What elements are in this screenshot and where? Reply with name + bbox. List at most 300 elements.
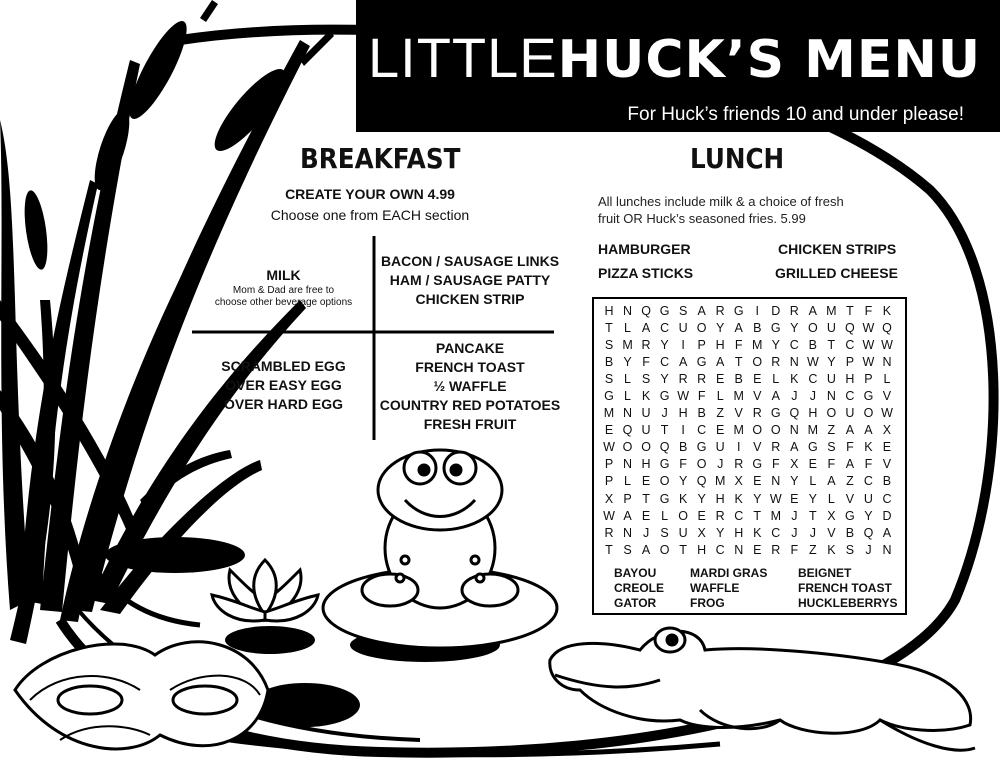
word-search-letter: I: [681, 338, 685, 353]
lunch-note-line: fruit OR Huck’s seasoned fries. 5.99: [598, 211, 806, 226]
word-search-letter: E: [641, 508, 651, 523]
frog-on-lily-pad-icon: [323, 450, 557, 648]
word-search-row: [600, 405, 896, 422]
side-options: [375, 339, 565, 434]
word-search-letter: O: [659, 474, 670, 489]
word-search-letter: R: [734, 457, 744, 472]
word-search-letter: G: [845, 508, 855, 523]
word-search-letter: A: [641, 321, 651, 336]
word-search-letter: F: [679, 457, 687, 472]
word-search-letter: P: [623, 491, 632, 506]
word-search-letter: Y: [660, 338, 669, 353]
word-search-letter: U: [678, 321, 688, 336]
word-search-letter: Y: [864, 508, 873, 523]
word-search-letter: N: [623, 406, 633, 421]
word-search-letter: V: [734, 406, 743, 421]
word-search-row: [600, 508, 896, 525]
word-search-row: [600, 491, 896, 508]
word-search-letter: F: [642, 355, 650, 370]
word-search-letter: T: [679, 542, 687, 557]
word-search-letter: S: [641, 372, 651, 387]
word-search-letter: Q: [789, 406, 800, 421]
word-search-letter: E: [753, 474, 762, 489]
word-search-letter: P: [604, 474, 614, 489]
word-search-letter: P: [604, 457, 614, 472]
menu-item: OVER EASY EGG: [225, 377, 342, 393]
word-search-letter: A: [845, 423, 855, 438]
word-search-letter: T: [753, 508, 762, 523]
word-search-letter: R: [697, 372, 707, 387]
word-search-letter: Z: [827, 423, 836, 438]
word-search-letter: Q: [845, 321, 855, 336]
word-search-letter: P: [697, 338, 706, 353]
word-search-letter: H: [845, 372, 855, 387]
word-search-letter: S: [623, 542, 632, 557]
word-search-letter: G: [733, 304, 744, 318]
menu-item: OVER HARD EGG: [223, 396, 343, 412]
word-search-letter: X: [734, 474, 743, 489]
search-word: GATOR: [614, 596, 657, 610]
word-list-col-1: [614, 566, 664, 611]
menu-item: HAM / SAUSAGE PATTY: [389, 272, 551, 288]
word-search-letter: N: [623, 457, 633, 472]
create-your-own-price: CREATE YOUR OWN 4.99: [285, 186, 455, 202]
word-search-letter: W: [862, 321, 875, 336]
word-search-letter: N: [771, 474, 781, 489]
word-search-letter: R: [604, 525, 614, 540]
word-search-letter: K: [641, 389, 651, 404]
word-search-letter: U: [641, 406, 651, 421]
lily-pad-dark: [225, 626, 315, 654]
word-search-letter: I: [755, 304, 759, 318]
word-search-letter: Z: [716, 406, 724, 421]
word-search-row: [600, 473, 896, 490]
word-search-letter: R: [715, 508, 725, 523]
word-search-letter: X: [697, 525, 706, 540]
word-search-letter: G: [770, 406, 781, 421]
word-search-letter: C: [715, 542, 725, 557]
word-search-letter: Z: [809, 542, 817, 557]
word-search-letter: T: [660, 423, 669, 438]
word-search-letter: Z: [846, 474, 854, 489]
word-search-letter: S: [660, 525, 669, 540]
word-search-letter: A: [864, 423, 873, 438]
menu-item: PANCAKE: [435, 340, 505, 356]
lunch-item-chicken-strips: CHICKEN STRIPS: [778, 241, 897, 257]
word-search-letter: A: [678, 355, 688, 370]
word-search-letter: A: [771, 389, 780, 404]
word-search-letter: S: [827, 440, 836, 455]
word-search-letter: P: [864, 372, 873, 387]
word-search-letter: J: [717, 457, 724, 472]
word-search-letter: O: [678, 508, 688, 523]
menu-item: FRESH FRUIT: [423, 416, 517, 432]
search-word: FROG: [690, 596, 725, 610]
word-search-letter: U: [641, 423, 651, 438]
word-search-letter: C: [734, 508, 744, 523]
word-search-letter: H: [697, 542, 707, 557]
word-search-letter: N: [789, 355, 799, 370]
word-search-letter: M: [733, 389, 744, 404]
word-search-letter: S: [604, 372, 614, 387]
word-search-letter: V: [845, 491, 855, 506]
menu-item: SCRAMBLED EGG: [221, 358, 346, 374]
search-word: FRENCH TOAST: [798, 581, 892, 595]
word-search-letter: E: [753, 372, 762, 387]
word-search-letter: Y: [660, 372, 669, 387]
word-search-letter: X: [604, 491, 614, 506]
word-search-letter: Q: [863, 525, 874, 540]
title-hucks-menu: HUCK’S MENU: [557, 30, 982, 90]
word-search-letter: F: [864, 304, 873, 318]
word-search-letter: A: [697, 304, 706, 318]
word-search-letter: C: [808, 372, 818, 387]
word-search-letter: F: [864, 457, 873, 472]
word-search-letter: R: [789, 304, 799, 318]
word-search-row: [600, 422, 896, 439]
menu-item: CHICKEN STRIP: [415, 291, 525, 307]
word-search-letter: R: [715, 304, 725, 318]
word-search-letter: L: [624, 372, 631, 387]
word-search-letter: U: [845, 406, 855, 421]
word-search-letter: C: [697, 423, 707, 438]
menu-item: COUNTRY RED POTATOES: [379, 397, 561, 413]
lunch-note-line: All lunches include milk & a choice of fresh: [598, 194, 844, 209]
word-search-letter: K: [864, 440, 873, 455]
water-lily-icon: [212, 560, 318, 621]
word-search-grid: [600, 303, 896, 559]
word-search-letter: G: [770, 321, 781, 336]
word-search-letter: U: [715, 440, 725, 455]
word-search-letter: H: [678, 406, 688, 421]
word-search-letter: U: [863, 491, 873, 506]
lunch-item-hamburger: HAMBURGER: [598, 241, 691, 257]
menu-item: FRENCH TOAST: [415, 359, 525, 375]
word-search-letter: N: [623, 525, 633, 540]
cattail-reeds-icon: [0, 0, 334, 644]
word-search-letter: W: [603, 440, 615, 455]
word-search-letter: T: [846, 304, 854, 318]
milk-note: [196, 285, 371, 309]
word-search-row: [600, 456, 896, 473]
word-search-letter: R: [771, 355, 781, 370]
word-search-letter: S: [604, 338, 614, 353]
word-search-letter: Q: [622, 423, 633, 438]
word-search-letter: O: [807, 321, 818, 336]
search-word: MARDI GRAS: [690, 566, 768, 580]
word-search-letter: N: [826, 389, 836, 404]
word-search-letter: J: [661, 406, 668, 421]
menu-title: [368, 28, 981, 90]
word-search-letter: H: [641, 457, 651, 472]
word-search-letter: T: [827, 338, 836, 353]
word-search-letter: V: [827, 525, 836, 540]
menu-item: ½ WAFFLE: [433, 378, 507, 394]
word-list-col-2: [690, 566, 767, 611]
word-search-letter: T: [642, 491, 650, 506]
word-search-letter: A: [734, 321, 743, 336]
word-search-letter: R: [771, 440, 781, 455]
word-search-row: [600, 525, 896, 542]
title-little: LITTLE: [368, 26, 558, 89]
word-search-letter: K: [753, 525, 762, 540]
word-search-letter: I: [681, 423, 685, 438]
egg-options: [196, 357, 371, 414]
word-search-letter: F: [827, 457, 836, 472]
word-search-letter: U: [826, 321, 836, 336]
word-search-letter: M: [622, 338, 633, 353]
word-search-letter: A: [641, 542, 651, 557]
word-search-letter: S: [845, 542, 855, 557]
word-search-letter: J: [809, 525, 816, 540]
word-search-letter: Y: [716, 525, 725, 540]
word-search-row: [600, 303, 896, 320]
word-search-letter: E: [882, 440, 892, 455]
word-search-letter: G: [659, 389, 670, 404]
word-search-letter: F: [697, 389, 706, 404]
word-search-letter: R: [752, 406, 762, 421]
word-search-letter: B: [734, 372, 743, 387]
mardi-gras-mask-icon: [15, 642, 268, 749]
word-search-letter: A: [845, 457, 855, 472]
word-search-letter: N: [734, 542, 744, 557]
word-search-letter: B: [882, 474, 892, 489]
word-search-letter: X: [827, 508, 836, 523]
word-search-letter: O: [826, 406, 837, 421]
word-search-letter: J: [791, 389, 798, 404]
word-search-letter: N: [882, 355, 892, 370]
word-search-letter: C: [660, 321, 670, 336]
word-search-letter: O: [696, 321, 707, 336]
word-search-letter: C: [660, 355, 670, 370]
word-list-col-3: [798, 566, 898, 611]
lunch-item-pizza-sticks: PIZZA STICKS: [598, 265, 694, 281]
word-search-letter: R: [678, 372, 688, 387]
word-search-letter: B: [808, 338, 818, 353]
word-search-letter: L: [716, 389, 724, 404]
word-search-letter: F: [771, 457, 780, 472]
word-search-letter: M: [714, 474, 726, 489]
word-search-row: [600, 439, 896, 456]
lunch-note: [598, 193, 844, 227]
word-search-letter: V: [753, 440, 762, 455]
word-search-letter: T: [605, 321, 613, 336]
word-search-letter: E: [641, 474, 651, 489]
word-search-row: [600, 388, 896, 405]
word-search-letter: Y: [790, 474, 799, 489]
word-search-letter: V: [882, 457, 892, 472]
search-word: BAYOU: [614, 566, 657, 580]
word-search-letter: N: [623, 304, 633, 318]
menu-item: BACON / SAUSAGE LINKS: [380, 253, 560, 269]
word-search-letter: D: [882, 508, 892, 523]
word-search-letter: F: [734, 338, 743, 353]
word-search-letter: K: [827, 542, 836, 557]
word-search-letter: Q: [696, 474, 707, 489]
word-search-letter: P: [845, 355, 855, 370]
word-search-letter: Y: [623, 355, 632, 370]
word-search-letter: L: [772, 372, 780, 387]
word-search-letter: G: [863, 389, 874, 404]
word-search-letter: G: [696, 355, 707, 370]
word-search-letter: C: [845, 389, 855, 404]
word-search-letter: M: [807, 423, 819, 438]
milk-note-line: Mom & Dad are free to: [232, 285, 335, 296]
word-search-letter: J: [642, 525, 650, 540]
word-search-letter: J: [791, 525, 798, 540]
word-search-letter: C: [789, 338, 799, 353]
search-word: WAFFLE: [690, 581, 740, 595]
milk-note-line: choose other beverage options: [214, 297, 353, 308]
word-search-letter: L: [624, 474, 631, 489]
word-search-letter: W: [603, 508, 615, 523]
word-search-letter: G: [659, 304, 670, 318]
word-search-letter: E: [697, 508, 706, 523]
word-search-letter: U: [678, 525, 688, 540]
meat-options: [375, 252, 565, 309]
create-your-own: [255, 186, 485, 202]
word-search-letter: C: [863, 474, 873, 489]
word-search-letter: S: [678, 304, 688, 318]
word-search-letter: O: [752, 423, 763, 438]
word-search-letter: Y: [808, 491, 818, 506]
word-search-row: [600, 320, 896, 337]
word-search-letter: X: [790, 457, 799, 472]
word-search-letter: E: [604, 423, 614, 438]
word-search-letter: T: [605, 542, 613, 557]
word-search-letter: E: [716, 423, 725, 438]
word-search-letter: U: [826, 372, 836, 387]
word-search-letter: L: [883, 372, 891, 387]
word-search-letter: A: [808, 304, 818, 318]
word-search-letter: G: [659, 457, 670, 472]
word-search-letter: W: [769, 491, 782, 506]
word-search-letter: J: [865, 542, 872, 557]
word-search-letter: G: [807, 440, 818, 455]
word-search-letter: F: [846, 440, 854, 455]
word-search-letter: N: [789, 423, 799, 438]
breakfast-heading: BREAKFAST: [300, 142, 461, 175]
word-search-letter: A: [882, 525, 892, 540]
milk-title: MILK: [266, 267, 301, 283]
word-search-letter: O: [752, 355, 763, 370]
word-search-letter: H: [734, 525, 744, 540]
word-search-letter: H: [604, 304, 614, 318]
word-search-letter: W: [881, 406, 893, 421]
subtitle: For Huck’s friends 10 and under please!: [627, 104, 964, 125]
word-search-letter: O: [696, 457, 707, 472]
word-search-letter: K: [882, 304, 892, 318]
word-search-letter: O: [641, 440, 651, 455]
word-search-letter: G: [696, 440, 707, 455]
word-search-letter: W: [881, 338, 893, 353]
word-search-letter: L: [624, 321, 631, 336]
word-search-letter: N: [882, 542, 892, 557]
search-word: CREOLE: [614, 581, 665, 595]
word-search-letter: L: [827, 491, 835, 506]
word-search-letter: G: [659, 491, 670, 506]
word-search-letter: Y: [697, 491, 706, 506]
word-search-row: [600, 371, 896, 388]
word-search-letter: R: [641, 338, 651, 353]
word-search-letter: Y: [790, 321, 799, 336]
choose-one: Choose one from EACH section: [270, 207, 470, 223]
word-search-letter: D: [771, 304, 781, 318]
word-search-letter: V: [882, 389, 892, 404]
word-search-letter: T: [809, 508, 817, 523]
word-search-letter: G: [752, 457, 763, 472]
word-search-letter: M: [826, 304, 837, 318]
word-search-letter: B: [604, 355, 614, 370]
word-search-letter: M: [770, 508, 781, 523]
word-search-letter: E: [790, 491, 799, 506]
word-search-letter: Y: [753, 491, 762, 506]
word-search-letter: Y: [716, 321, 725, 336]
word-search-letter: A: [790, 440, 799, 455]
search-word: HUCKLEBERRYS: [798, 596, 898, 610]
word-search-letter: B: [845, 525, 855, 540]
word-search-letter: C: [845, 338, 855, 353]
word-search-letter: M: [733, 423, 744, 438]
word-search-letter: W: [862, 338, 875, 353]
word-search-row: [600, 542, 896, 559]
word-search-letter: K: [790, 372, 799, 387]
word-search-letter: Y: [771, 338, 780, 353]
word-search-letter: K: [734, 491, 743, 506]
word-search-letter: V: [753, 389, 762, 404]
word-search-letter: A: [827, 474, 836, 489]
word-search-letter: F: [790, 542, 799, 557]
word-search-letter: C: [882, 491, 892, 506]
word-search-row: [600, 337, 896, 354]
word-search-letter: Q: [882, 321, 892, 336]
word-search-letter: J: [809, 389, 816, 404]
word-search-letter: X: [882, 423, 892, 438]
word-search-letter: H: [715, 338, 725, 353]
word-search-letter: B: [678, 440, 688, 455]
word-search-letter: L: [809, 474, 817, 489]
word-search-row: [600, 354, 896, 371]
word-search-letter: M: [603, 406, 615, 421]
word-search-letter: O: [770, 423, 781, 438]
word-search-letter: C: [771, 525, 781, 540]
title-banner: [356, 0, 1000, 132]
word-search-letter: W: [806, 355, 819, 370]
word-search-letter: A: [623, 508, 632, 523]
word-search-letter: K: [678, 491, 688, 506]
word-search-letter: E: [716, 372, 725, 387]
word-search-letter: Q: [659, 440, 670, 455]
word-search-letter: I: [736, 440, 741, 455]
word-search-letter: E: [808, 457, 818, 472]
word-search-letter: Q: [641, 304, 651, 318]
word-search-letter: O: [622, 440, 633, 455]
word-search-letter: R: [771, 542, 781, 557]
lunch-heading: LUNCH: [690, 142, 785, 175]
lunch-item-grilled-cheese: GRILLED CHEESE: [775, 265, 898, 281]
word-search-letter: O: [863, 406, 874, 421]
word-search-letter: W: [862, 355, 875, 370]
word-search-letter: Y: [827, 355, 836, 370]
word-search-letter: G: [604, 389, 614, 404]
word-search-letter: T: [734, 355, 743, 370]
word-search-letter: Y: [678, 474, 688, 489]
word-search-letter: H: [808, 406, 818, 421]
word-search-letter: H: [715, 491, 725, 506]
word-search-letter: B: [697, 406, 706, 421]
word-search-letter: L: [661, 508, 669, 523]
word-search-letter: M: [752, 338, 763, 353]
